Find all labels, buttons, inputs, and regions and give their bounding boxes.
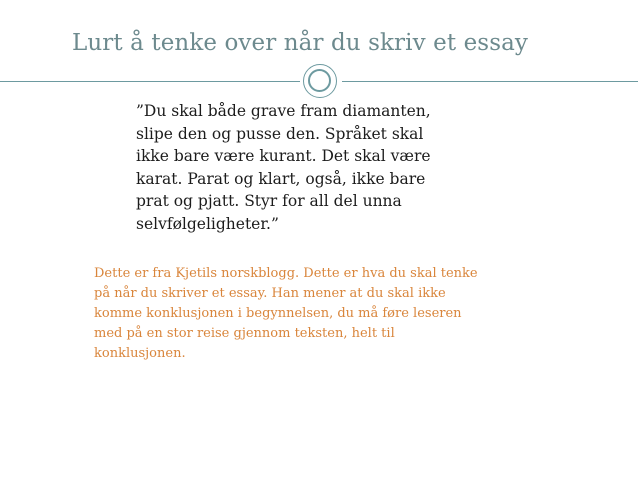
body-paragraph <box>94 264 594 364</box>
body-line: Dette er fra Kjetils norskblogg. Dette er hva du skal tenke <box>94 266 478 281</box>
title-divider-left <box>0 81 300 82</box>
title-divider-right <box>342 81 638 82</box>
body-line: konklusjonen. <box>94 346 186 361</box>
slide-title: Lurt å tenke over når du skriv et essay <box>72 30 529 56</box>
quote-line: prat og pjatt. Styr for all del unna <box>136 192 402 210</box>
quote-line: ikke bare være kurant. Det skal være <box>136 147 431 165</box>
body-line: med på en stor reise gjennom teksten, helt til <box>94 326 395 341</box>
body-line: komme konklusjonen i begynnelsen, du må føre leseren <box>94 306 462 321</box>
quote-line: selvfølgeligheter.” <box>136 214 279 233</box>
quote-block <box>136 100 556 235</box>
divider-circle-inner <box>308 69 331 92</box>
divider-circle-ornament <box>303 64 337 98</box>
quote-line: karat. Parat og klart, også, ikke bare <box>136 169 426 188</box>
body-line: på når du skriver et essay. Han mener at du skal ikke <box>94 286 446 301</box>
quote-line: ”Du skal både grave fram diamanten, <box>136 102 431 120</box>
quote-line: slipe den og pusse den. Språket skal <box>136 124 424 143</box>
